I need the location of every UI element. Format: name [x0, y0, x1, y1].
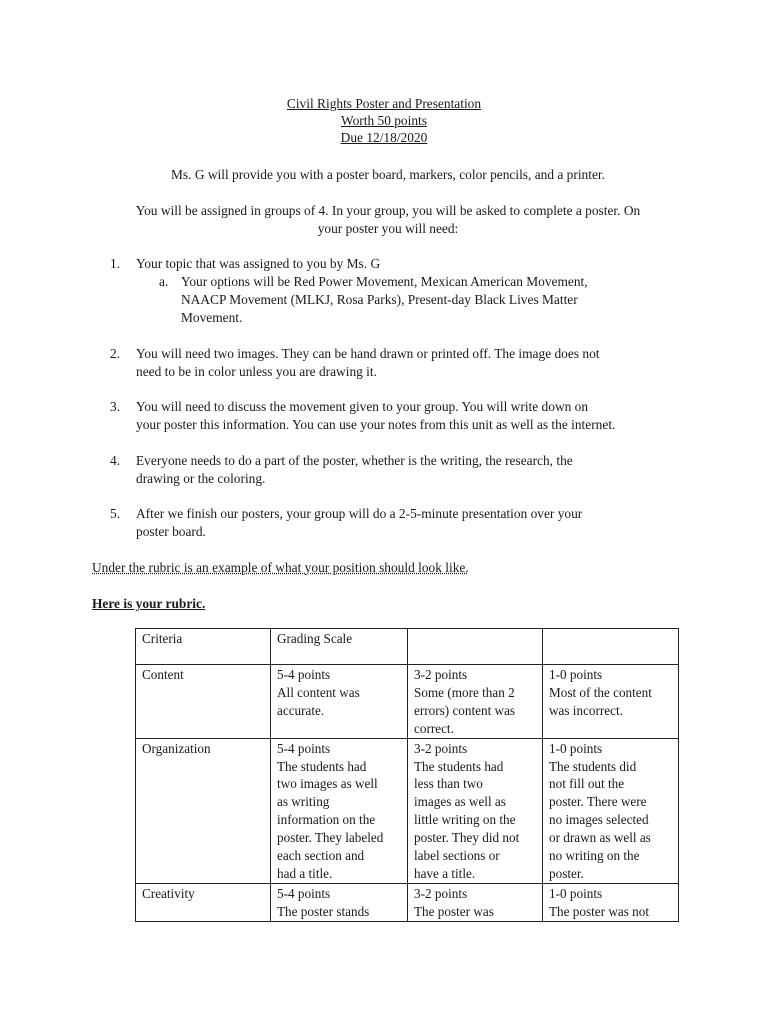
- text-line: Movement.: [181, 310, 243, 325]
- text-line: each section and: [277, 848, 365, 864]
- list-text: [181, 273, 659, 327]
- text-line: After we finish our posters, your group will do a 2-5-minute presentation over your: [136, 506, 583, 521]
- score-cell: [408, 738, 543, 883]
- list-number: 4.: [110, 453, 121, 468]
- text-line: poster. They labeled: [277, 830, 384, 846]
- text-line: The poster was not: [549, 903, 649, 919]
- text-line: Your options will be Red Power Movement, Mexican American Movement,: [181, 274, 588, 289]
- score-cell: [543, 738, 679, 883]
- text-line: accurate.: [277, 702, 325, 718]
- table-row-content: [136, 665, 679, 739]
- points-label: 5-4 points: [277, 885, 331, 901]
- points-label: 3-2 points: [414, 667, 468, 682]
- list-text: [136, 345, 686, 381]
- groups-line-2: your poster you will need:: [317, 221, 459, 236]
- text-line: You will need to discuss the movement given to your group. You will write down on: [136, 399, 589, 414]
- rubric-heading: Here is your rubric.: [92, 596, 206, 611]
- points-label: 5-4 points: [277, 740, 331, 756]
- criteria-cell: Creativity: [136, 883, 271, 921]
- text-line: your poster this information. You can use your notes from this unit as well as the internet.: [136, 417, 616, 432]
- text-line: not fill out the: [549, 776, 625, 792]
- list-number: 5.: [110, 506, 121, 521]
- text-line: errors) content was: [414, 702, 516, 718]
- text-line: The students had: [277, 758, 367, 774]
- table-row-creativity: [136, 883, 679, 921]
- text-line: poster. There were: [549, 794, 647, 810]
- list-item-1: [110, 255, 686, 273]
- criteria-cell: Content: [136, 665, 271, 739]
- text-line: poster. They did not: [414, 830, 520, 846]
- points-label: 3-2 points: [414, 740, 468, 756]
- rubric-table: [135, 628, 679, 922]
- table-row-organization: [136, 738, 679, 883]
- score-cell: [271, 883, 408, 921]
- text-line: The poster was: [414, 903, 494, 919]
- text-line: was incorrect.: [549, 702, 623, 718]
- text-line: images as well as: [414, 794, 506, 810]
- list-item-2: [110, 345, 686, 381]
- text-line: correct.: [414, 720, 454, 736]
- text-line: less than two: [414, 776, 483, 792]
- list-item-4: [110, 452, 686, 488]
- list-number: 1.: [110, 256, 121, 271]
- list-subitem-1a: [159, 273, 659, 327]
- text-line: All content was: [277, 684, 360, 700]
- title-block: [0, 95, 768, 146]
- points-label: 3-2 points: [414, 885, 468, 901]
- header-empty-cell: [543, 629, 679, 665]
- criteria-cell: Organization: [136, 738, 271, 883]
- score-cell: [271, 665, 408, 739]
- text-line: Some (more than 2: [414, 684, 515, 700]
- assignment-title: Civil Rights Poster and Presentation: [286, 96, 482, 111]
- text-line: Everyone needs to do a part of the poster, whether is the writing, the research, the: [136, 453, 573, 468]
- text-line: label sections or: [414, 848, 500, 864]
- text-line: NAACP Movement (MLKJ, Rosa Parks), Present-day Black Lives Matter: [181, 292, 578, 307]
- list-letter: a.: [159, 274, 169, 289]
- header-empty-cell: [408, 629, 543, 665]
- list-item-5: [110, 505, 686, 541]
- text-line: had a title.: [277, 865, 333, 881]
- points-label: 1-0 points: [549, 885, 603, 901]
- text-line: The students did: [549, 758, 637, 774]
- intro-paragraph: Ms. G will provide you with a poster board, markers, color pencils, and a printer.: [171, 167, 605, 182]
- text-line: two images as well: [277, 776, 378, 792]
- text-line: Most of the content: [549, 684, 652, 700]
- list-number: 2.: [110, 346, 121, 361]
- list-text: Your topic that was assigned to you by Ms. G: [136, 256, 381, 271]
- list-text: [136, 398, 686, 434]
- list-text: [136, 505, 686, 541]
- header-criteria: Criteria: [136, 629, 271, 665]
- text-line: no writing on the: [549, 848, 640, 864]
- text-line: little writing on the: [414, 812, 516, 828]
- groups-paragraph: [92, 202, 684, 238]
- text-line: information on the: [277, 812, 376, 828]
- text-line: have a title.: [414, 865, 476, 881]
- text-line: as writing: [277, 794, 330, 810]
- text-line: drawing or the coloring.: [136, 471, 266, 486]
- score-cell: [408, 883, 543, 921]
- text-line: The students had: [414, 758, 504, 774]
- example-note: Under the rubric is an example of what your position should look like.: [92, 560, 469, 575]
- text-line: You will need two images. They can be hand drawn or printed off. The image does not: [136, 346, 600, 361]
- score-cell: [543, 665, 679, 739]
- text-line: or drawn as well as: [549, 830, 651, 846]
- text-line: need to be in color unless you are drawing it.: [136, 364, 377, 379]
- text-line: no images selected: [549, 812, 649, 828]
- assignment-points: Worth 50 points: [341, 113, 427, 128]
- text-line: The poster stands: [277, 903, 370, 919]
- points-label: 1-0 points: [549, 667, 603, 682]
- header-grading-scale: Grading Scale: [271, 629, 408, 665]
- list-text: [136, 452, 686, 488]
- points-label: 1-0 points: [549, 740, 603, 756]
- list-number: 3.: [110, 399, 121, 414]
- assignment-due-date: Due 12/18/2020: [340, 130, 428, 145]
- text-line: poster.: [549, 865, 584, 881]
- table-header-row: [136, 629, 679, 665]
- points-label: 5-4 points: [277, 667, 331, 682]
- groups-line-1: You will be assigned in groups of 4. In your group, you will be asked to complete a poster. On: [135, 203, 641, 218]
- text-line: poster board.: [136, 524, 206, 539]
- score-cell: [408, 665, 543, 739]
- list-item-3: [110, 398, 686, 434]
- score-cell: [271, 738, 408, 883]
- score-cell: [543, 883, 679, 921]
